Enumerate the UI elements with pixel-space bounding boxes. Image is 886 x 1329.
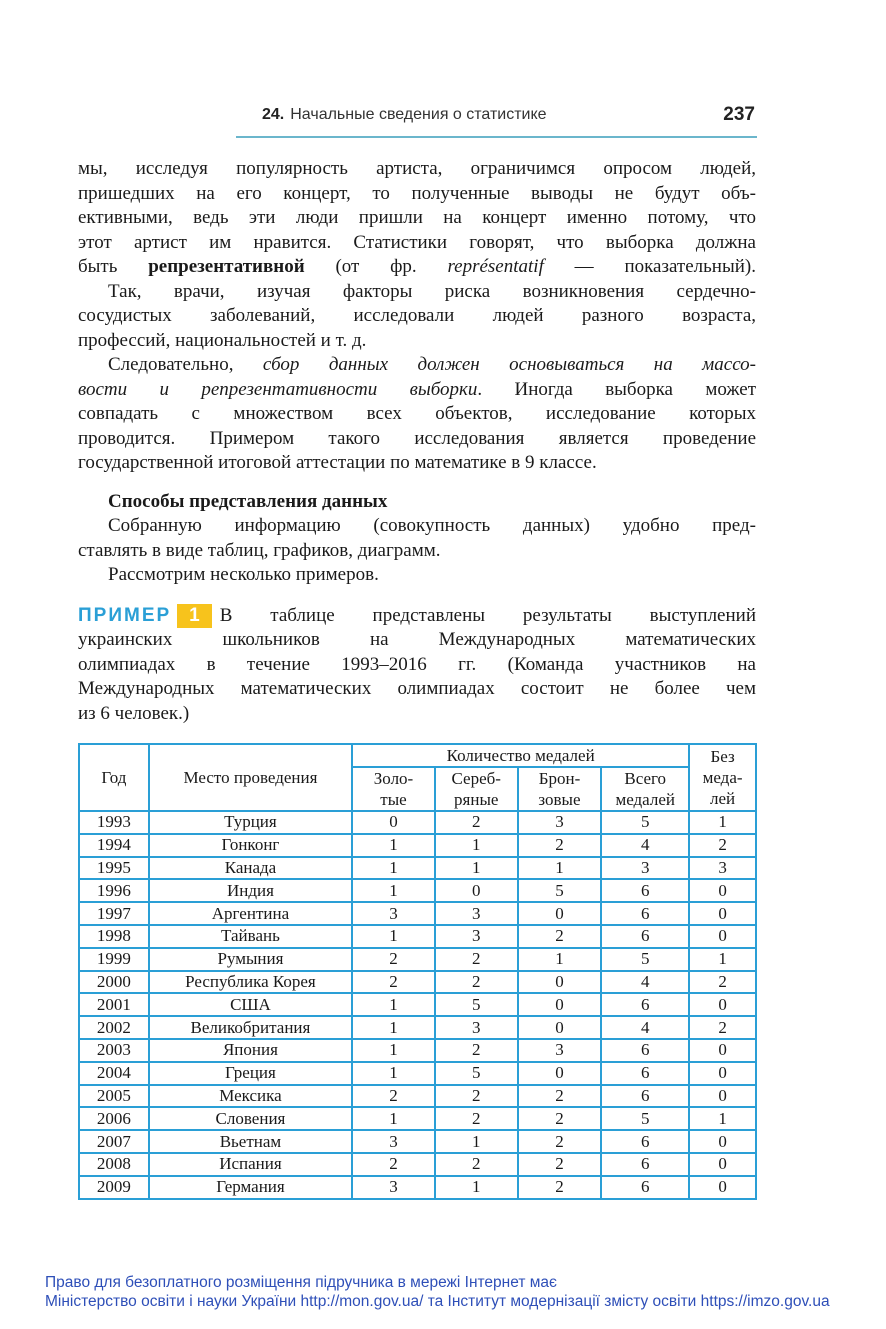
gold-cell: 2: [352, 971, 435, 994]
bronze-cell: 3: [518, 811, 602, 834]
no-medal-cell: 2: [689, 971, 756, 994]
gold-cell: 1: [352, 993, 435, 1016]
gold-cell: 1: [352, 834, 435, 857]
total-cell: 5: [601, 948, 689, 971]
place-cell: Мексика: [149, 1085, 352, 1108]
text-segment: . Иногда выборка может: [477, 378, 756, 400]
text-line: [78, 378, 756, 403]
text-segment: Собранную информацию (совокупность данных) удобно пред-: [108, 515, 756, 536]
text-line: [78, 329, 756, 354]
text-line: [78, 702, 756, 727]
text-line: [78, 490, 756, 515]
text-line: [78, 280, 756, 305]
text-segment: украинских школьников на Международных математических: [78, 629, 756, 650]
silver-cell: 2: [435, 811, 518, 834]
bronze-cell: 0: [518, 971, 602, 994]
table-row: [79, 925, 756, 948]
olympiad-results-table: [78, 743, 757, 1200]
total-cell: 6: [601, 1039, 689, 1062]
text-segment: — показательный).: [543, 256, 756, 277]
footer-notice: [45, 1273, 830, 1311]
place-cell: Тайвань: [149, 925, 352, 948]
silver-cell: 5: [435, 1062, 518, 1085]
section-title: [262, 106, 547, 124]
text-line: [78, 182, 756, 207]
silver-cell: 2: [435, 1085, 518, 1108]
italic-text: сбор данных должен основываться на массо-: [262, 354, 756, 375]
year-cell: 1996: [79, 879, 149, 902]
bronze-cell: 2: [518, 1130, 602, 1153]
bronze-cell: 2: [518, 1085, 602, 1108]
no-medal-cell: 0: [689, 1176, 756, 1199]
silver-cell: 1: [435, 1176, 518, 1199]
total-cell: 6: [601, 902, 689, 925]
text-segment: сосудистых заболеваний, исследовали людей разного возраста,: [78, 305, 756, 326]
text-line: [78, 604, 756, 629]
no-medal-cell: 0: [689, 879, 756, 902]
no-medal-cell: 3: [689, 857, 756, 880]
example-number-badge: 1: [177, 604, 212, 628]
text-line: [78, 539, 756, 564]
no-medal-cell: 0: [689, 1153, 756, 1176]
year-cell: 2009: [79, 1176, 149, 1199]
text-line: [78, 427, 756, 452]
no-medal-cell: 0: [689, 1085, 756, 1108]
place-cell: Канада: [149, 857, 352, 880]
table-row: [79, 1016, 756, 1039]
text-segment: мы, исследуя популярность артиста, ограничимся опросом людей,: [78, 158, 756, 179]
text-segment: этот артист им нравится. Статистики говорят, что выборка должна: [78, 231, 756, 253]
gold-cell: 3: [352, 1176, 435, 1199]
text-line: [78, 255, 756, 280]
text-line: [78, 402, 756, 427]
text-segment: Так, врачи, изучая факторы риска возникновения сердечно-: [108, 280, 756, 302]
year-cell: 2005: [79, 1085, 149, 1108]
no-medal-cell: 0: [689, 1062, 756, 1085]
silver-cell: 2: [435, 1107, 518, 1130]
place-cell: Турция: [149, 811, 352, 834]
table-row: [79, 1039, 756, 1062]
text-segment: Международных математических олимпиадах состоит не более чем: [78, 678, 756, 699]
example-label: ПРИМЕР: [78, 604, 172, 626]
no-medal-cell: 2: [689, 834, 756, 857]
text-segment: ставлять в виде таблиц, графиков, диаграмм.: [78, 539, 441, 561]
bronze-cell: 2: [518, 1176, 602, 1199]
total-cell: 4: [601, 971, 689, 994]
text-segment: быть: [78, 256, 149, 277]
place-cell: США: [149, 993, 352, 1016]
gold-cell: 3: [352, 902, 435, 925]
gold-cell: 3: [352, 1130, 435, 1153]
silver-cell: 3: [435, 902, 518, 925]
text-line: [78, 304, 756, 329]
header-gold: Золо- тые: [352, 767, 435, 811]
place-cell: Гонконг: [149, 834, 352, 857]
bold-term: Способы представления данных: [108, 490, 388, 512]
italic-text: вости и репрезентативности выборки: [78, 378, 478, 400]
gold-cell: 1: [352, 879, 435, 902]
place-cell: Словения: [149, 1107, 352, 1130]
text-segment: государственной итоговой аттестации по математике в 9 классе.: [78, 452, 597, 473]
table-row: [79, 1176, 756, 1199]
total-cell: 3: [601, 857, 689, 880]
year-cell: 2003: [79, 1039, 149, 1062]
text-line: [78, 157, 756, 182]
footer-line-2: Міністерство освіти і науки України http://mon.gov.ua/ та Інститут модернізації змісту освіти https://imzo.gov.ua: [45, 1293, 830, 1310]
year-cell: 2000: [79, 971, 149, 994]
silver-cell: 2: [435, 948, 518, 971]
no-medal-cell: 0: [689, 1039, 756, 1062]
silver-cell: 1: [435, 1130, 518, 1153]
text-segment: Следовательно,: [108, 354, 263, 375]
no-medal-cell: 0: [689, 993, 756, 1016]
year-cell: 1997: [79, 902, 149, 925]
text-segment: Рассмотрим несколько примеров.: [108, 564, 379, 585]
table-row: [79, 1130, 756, 1153]
place-cell: Вьетнам: [149, 1130, 352, 1153]
text-segment: совпадать с множеством всех объектов, исследование которых: [78, 403, 756, 424]
place-cell: Великобритания: [149, 1016, 352, 1039]
gold-cell: 1: [352, 1016, 435, 1039]
text-segment: (от фр.: [304, 256, 448, 277]
place-cell: Испания: [149, 1153, 352, 1176]
footer-line-1: Право для безоплатного розміщення підручника в мережі Інтернет має: [45, 1274, 557, 1291]
place-cell: Греция: [149, 1062, 352, 1085]
body-text: [78, 157, 756, 726]
silver-cell: 2: [435, 971, 518, 994]
section-number: 24.: [262, 106, 285, 123]
text-line: [78, 451, 756, 476]
page-number: 237: [723, 104, 755, 125]
bronze-cell: 5: [518, 879, 602, 902]
year-cell: 2004: [79, 1062, 149, 1085]
place-cell: Индия: [149, 879, 352, 902]
gold-cell: 0: [352, 811, 435, 834]
year-cell: 2007: [79, 1130, 149, 1153]
text-segment: из 6 человек.): [78, 702, 190, 724]
silver-cell: 1: [435, 834, 518, 857]
total-cell: 5: [601, 811, 689, 834]
table-row: [79, 902, 756, 925]
no-medal-cell: 1: [689, 811, 756, 834]
silver-cell: 5: [435, 993, 518, 1016]
table-row: [79, 879, 756, 902]
year-cell: 1993: [79, 811, 149, 834]
bronze-cell: 2: [518, 1153, 602, 1176]
year-cell: 2002: [79, 1016, 149, 1039]
text-line: [78, 353, 756, 378]
no-medal-cell: 1: [689, 1107, 756, 1130]
no-medal-cell: 0: [689, 902, 756, 925]
bronze-cell: 1: [518, 857, 602, 880]
place-cell: Германия: [149, 1176, 352, 1199]
total-cell: 6: [601, 1062, 689, 1085]
spacer: [78, 476, 756, 490]
year-cell: 1994: [79, 834, 149, 857]
no-medal-cell: 1: [689, 948, 756, 971]
header-total: Всего медалей: [601, 767, 689, 811]
total-cell: 6: [601, 925, 689, 948]
gold-cell: 1: [352, 1039, 435, 1062]
header-medals-group: Количество медалей: [352, 744, 689, 767]
gold-cell: 1: [352, 1107, 435, 1130]
header-no-medals: Без меда- лей: [689, 744, 756, 811]
gold-cell: 2: [352, 1153, 435, 1176]
text-line: [78, 514, 756, 539]
gold-cell: 2: [352, 1085, 435, 1108]
table-row: [79, 1153, 756, 1176]
place-cell: Республика Корея: [149, 971, 352, 994]
text-segment: ективными, ведь эти люди пришли на концерт именно потому, что: [78, 207, 756, 228]
bronze-cell: 0: [518, 1062, 602, 1085]
text-segment: проводится. Примером такого исследования является проведение: [78, 427, 756, 449]
bronze-cell: 0: [518, 902, 602, 925]
spacer: [78, 588, 756, 604]
total-cell: 4: [601, 1016, 689, 1039]
table-row: [79, 857, 756, 880]
total-cell: 5: [601, 1107, 689, 1130]
text-segment: профессий, национальностей и т. д.: [78, 329, 367, 351]
bold-term: репрезентативной: [148, 256, 305, 277]
bronze-cell: 2: [518, 834, 602, 857]
header-bronze: Брон- зовые: [518, 767, 602, 811]
text-segment: В таблице представлены результаты выступлений: [219, 604, 756, 626]
bronze-cell: 0: [518, 1016, 602, 1039]
bronze-cell: 0: [518, 993, 602, 1016]
year-cell: 2001: [79, 993, 149, 1016]
gold-cell: 2: [352, 948, 435, 971]
bronze-cell: 1: [518, 948, 602, 971]
place-cell: Румыния: [149, 948, 352, 971]
running-header: [236, 104, 757, 138]
total-cell: 6: [601, 1085, 689, 1108]
text-line: [78, 206, 756, 231]
silver-cell: 3: [435, 1016, 518, 1039]
year-cell: 1998: [79, 925, 149, 948]
total-cell: 4: [601, 834, 689, 857]
no-medal-cell: 0: [689, 1130, 756, 1153]
year-cell: 1995: [79, 857, 149, 880]
table-row: [79, 993, 756, 1016]
italic-text: représentatif: [447, 256, 544, 277]
year-cell: 1999: [79, 948, 149, 971]
place-cell: Япония: [149, 1039, 352, 1062]
text-line: [78, 653, 756, 678]
section-title-text: Начальные сведения о статистике: [290, 106, 547, 123]
text-line: [78, 231, 756, 256]
no-medal-cell: 2: [689, 1016, 756, 1039]
text-segment: олимпиадах в течение 1993–2016 гг. (Команда участников на: [78, 653, 756, 675]
text-line: [78, 677, 756, 702]
total-cell: 6: [601, 1153, 689, 1176]
gold-cell: 1: [352, 857, 435, 880]
header-place: Место проведения: [149, 744, 352, 811]
table-row: [79, 971, 756, 994]
total-cell: 6: [601, 1130, 689, 1153]
table-row: [79, 811, 756, 834]
year-cell: 2008: [79, 1153, 149, 1176]
table-row: [79, 834, 756, 857]
bronze-cell: 2: [518, 1107, 602, 1130]
header-silver: Сереб- ряные: [435, 767, 518, 811]
silver-cell: 2: [435, 1039, 518, 1062]
silver-cell: 3: [435, 925, 518, 948]
table-row: [79, 1062, 756, 1085]
text-line: [78, 563, 756, 588]
total-cell: 6: [601, 993, 689, 1016]
bronze-cell: 2: [518, 925, 602, 948]
table-row: [79, 1085, 756, 1108]
silver-cell: 0: [435, 879, 518, 902]
no-medal-cell: 0: [689, 925, 756, 948]
total-cell: 6: [601, 1176, 689, 1199]
gold-cell: 1: [352, 925, 435, 948]
bronze-cell: 3: [518, 1039, 602, 1062]
text-line: [78, 628, 756, 653]
table-row: [79, 1107, 756, 1130]
header-year: Год: [79, 744, 149, 811]
table-row: [79, 948, 756, 971]
silver-cell: 1: [435, 857, 518, 880]
year-cell: 2006: [79, 1107, 149, 1130]
gold-cell: 1: [352, 1062, 435, 1085]
place-cell: Аргентина: [149, 902, 352, 925]
text-segment: пришедших на его концерт, то полученные выводы не будут объ-: [78, 182, 756, 204]
total-cell: 6: [601, 879, 689, 902]
silver-cell: 2: [435, 1153, 518, 1176]
